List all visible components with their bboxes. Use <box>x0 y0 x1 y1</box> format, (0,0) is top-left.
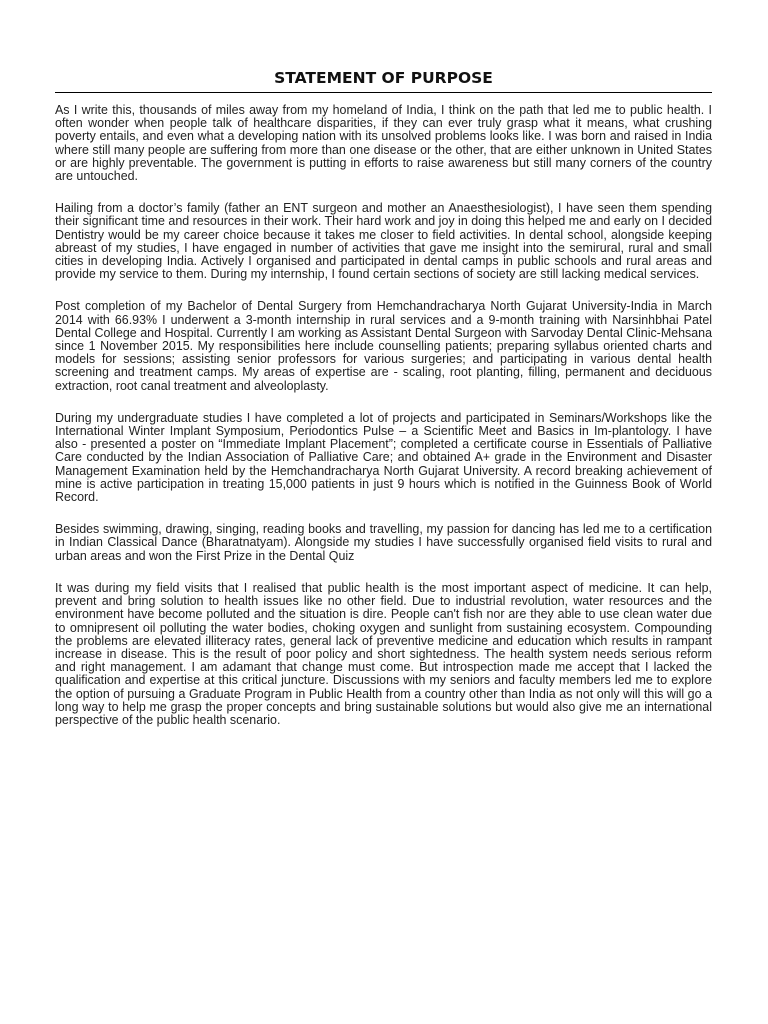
title-block <box>55 64 712 93</box>
document-body <box>55 104 712 727</box>
paragraph-undergraduate-activities: During my undergraduate studies I have completed a lot of projects and participated in Seminars/Workshops like the International Winter Implant Symposium, Periodontics Pulse – a Scientific Meet and Basics in Im-plantology. I have also - presented a poster on “Immediate Implant Placement”; completed a certificate course in Essentials of Palliative Care conducted by the Indian Association of Palliative Care; and obtained A+ grade in the Environment and Disaster Management Examination held by the Hemchandracharya North Gujarat University. A record breaking achievement of mine is active participation in treating 15,000 patients in just 9 hours which is notified in the Guinness Book of World Record. <box>55 410 712 505</box>
paragraph-family-background: Hailing from a doctor’s family (father an ENT surgeon and mother an Anaesthesiologist), I have seen them spending their significant time and resources in their work. Their hard work and joy in doing this helped me and early on I decided Dentistry would be my career choice because it takes me closer to field activities. In dental school, alongside keeping abreast of my studies, I have engaged in number of activities that gave me insight into the semirural, rural and small cities in developing India. Actively I organised and participated in dental camps in public schools and rural areas and provide my service to them. During my internship, I found certain sections of society are still lacking medical services. <box>55 201 712 282</box>
paragraph-motivation: It was during my field visits that I realised that public health is the most important aspect of medicine. It can help, prevent and bring solution to health issues like no other field. Due to industrial revolution, water resources and the environment have become polluted and the situation is dire. People can't fish nor are they able to use clean water due to omnipresent oil polluting the water bodies, choking oxygen and sunlight from sustaining ecosystem. Compounding the problems are elevated illiteracy rates, general lack of preventive medicine and education which results in rampant increase in disease. This is the result of poor policy and short sightedness. The health system needs serious reform and right management. I am adamant that change must come. But introspection made me accept that I lacked the qualification and expertise at this critical juncture. Discussions with my seniors and faculty members led me to explore the option of pursuing a Graduate Program in Public Health from a country other than India as not only will this will go a long way to help me grasp the proper concepts and bring sustainable solutions but would also give me an international perspective of the public health scenario. <box>55 580 712 727</box>
paragraph-education-experience: Post completion of my Bachelor of Dental Surgery from Hemchandracharya North Gujarat University-India in March 2014 with 66.93% I underwent a 3-month internship in rural services and a 9-month training with Narsinhbhai Patel Dental College and Hospital. Currently I am working as Assistant Dental Surgeon with Sarvoday Dental Clinic-Mehsana since 1 November 2015. My responsibilities here include counselling patients; preparing syllabus oriented charts and models for sessions; assisting senior professors for various surgeries; and participating in various dental health screening and treatment camps. My areas of expertise are - scaling, root planting, filling, permanent and deciduous extraction, root canal treatment and alveoloplasty. <box>55 299 712 393</box>
page-title: STATEMENT OF PURPOSE <box>274 69 493 87</box>
paragraph-hobbies: Besides swimming, drawing, singing, reading books and travelling, my passion for dancing has led me to a certification in Indian Classical Dance (Bharatnatyam). Alongside my studies I have successfully organised field visits to rural and urban areas and won the First Prize in the Dental Quiz <box>55 522 712 563</box>
paragraph-intro: As I write this, thousands of miles away from my homeland of India, I think on the path that led me to public health. I often wonder when people talk of healthcare disparities, if they can ever truly grasp what it means, what crushing poverty entails, and even what a developing nation with its unsolved problems looks like. I was born and raised in India where still many people are suffering from more than one disease or the other, that are either unknown in United States or are highly preventable. The government is putting in efforts to raise awareness but still many corners of the country are untouched. <box>55 103 712 184</box>
